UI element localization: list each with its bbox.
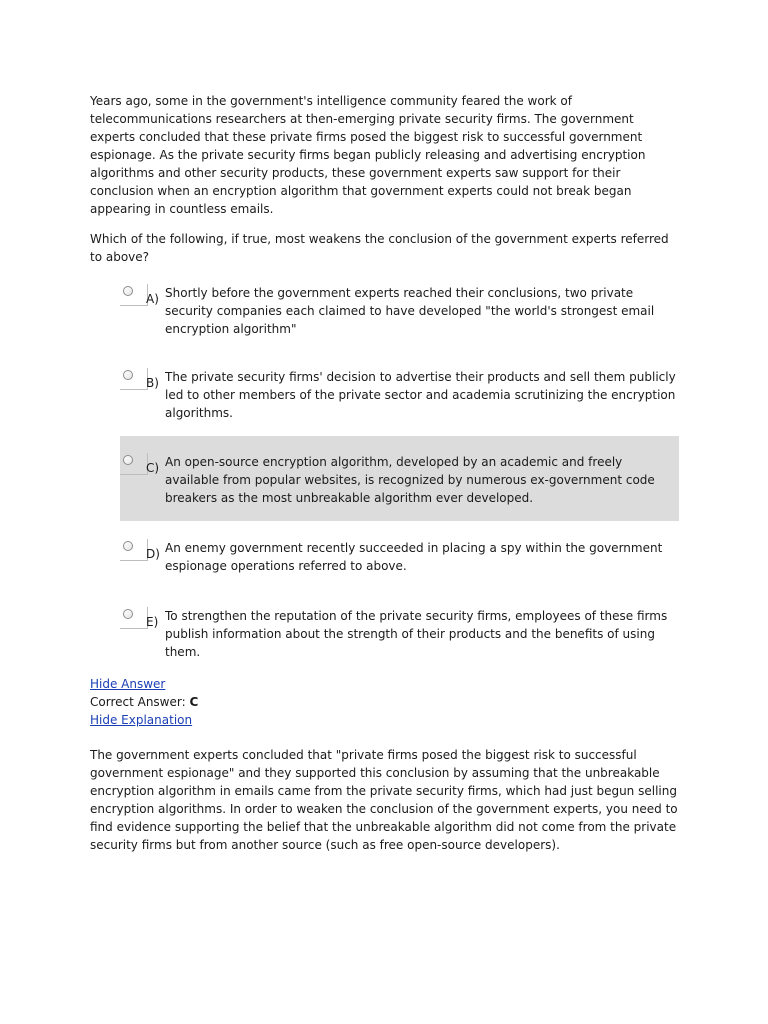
option-b-radio[interactable] (123, 370, 133, 380)
option-d-text: An enemy government recently succeeded in placing a spy within the government espionage operations referred to above. (165, 541, 663, 573)
correct-answer-label: Correct Answer: (90, 695, 186, 709)
option-e-radio[interactable] (123, 609, 133, 619)
question-stem: Which of the following, if true, most weakens the conclusion of the government experts referred to above? (90, 232, 669, 264)
option-a[interactable] (120, 284, 680, 340)
passage-text: Years ago, some in the government's intelligence community feared the work of telecommunications researchers at then-emerging private security firms. The government experts concluded that these private firms posed the biggest risk to successful government espionage. As the private security firms began publicly releasing and advertising encryption algorithms and other security products, these government experts saw support for their conclusion when an encryption algorithm that government experts could not break began appearing in countless emails. (90, 94, 646, 216)
option-a-text: Shortly before the government experts reached their conclusions, two private security companies each claimed to have developed "the world's strongest email encryption algorithm" (165, 286, 655, 336)
option-d[interactable] (120, 539, 680, 579)
option-b-letter: B) (146, 376, 159, 390)
option-c[interactable] (120, 436, 679, 521)
option-c-text: An open-source encryption algorithm, developed by an academic and freely available from popular websites, is recognized by numerous ex-government code breakers as the most unbreakable algorithm ever developed. (165, 455, 655, 505)
option-e-text: To strengthen the reputation of the private security firms, employees of these firms publish information about the strength of their products and the benefits of using them. (165, 609, 668, 659)
explanation-text: The government experts concluded that "private firms posed the biggest risk to successful government espionage" and they supported this conclusion by assuming that the unbreakable encryption algorithm in emails came from the private security firms, which had just begun selling encryption algorithms. In order to weaken the conclusion of the government experts, you need to find evidence supporting the belief that the unbreakable algorithm did not come from the private security firms but from another source (such as free open-source developers). (90, 748, 678, 852)
hide-explanation-link[interactable]: Hide Explanation (90, 713, 193, 727)
option-a-radio[interactable] (123, 286, 133, 296)
option-b[interactable] (120, 368, 680, 424)
correct-answer (90, 693, 198, 711)
option-e-letter: E) (146, 615, 159, 629)
option-a-letter: A) (146, 292, 159, 306)
option-b-text: The private security firms' decision to advertise their products and sell them publicly led to other members of the private sector and academia scrutinizing the encryption algorithms. (165, 370, 676, 420)
option-d-letter: D) (146, 547, 160, 561)
option-c-radio[interactable] (123, 455, 133, 465)
option-e[interactable] (120, 607, 680, 663)
option-d-radio[interactable] (123, 541, 133, 551)
correct-answer-value: C (189, 695, 199, 709)
option-c-letter: C) (146, 461, 160, 475)
hide-answer-link[interactable]: Hide Answer (90, 677, 166, 691)
